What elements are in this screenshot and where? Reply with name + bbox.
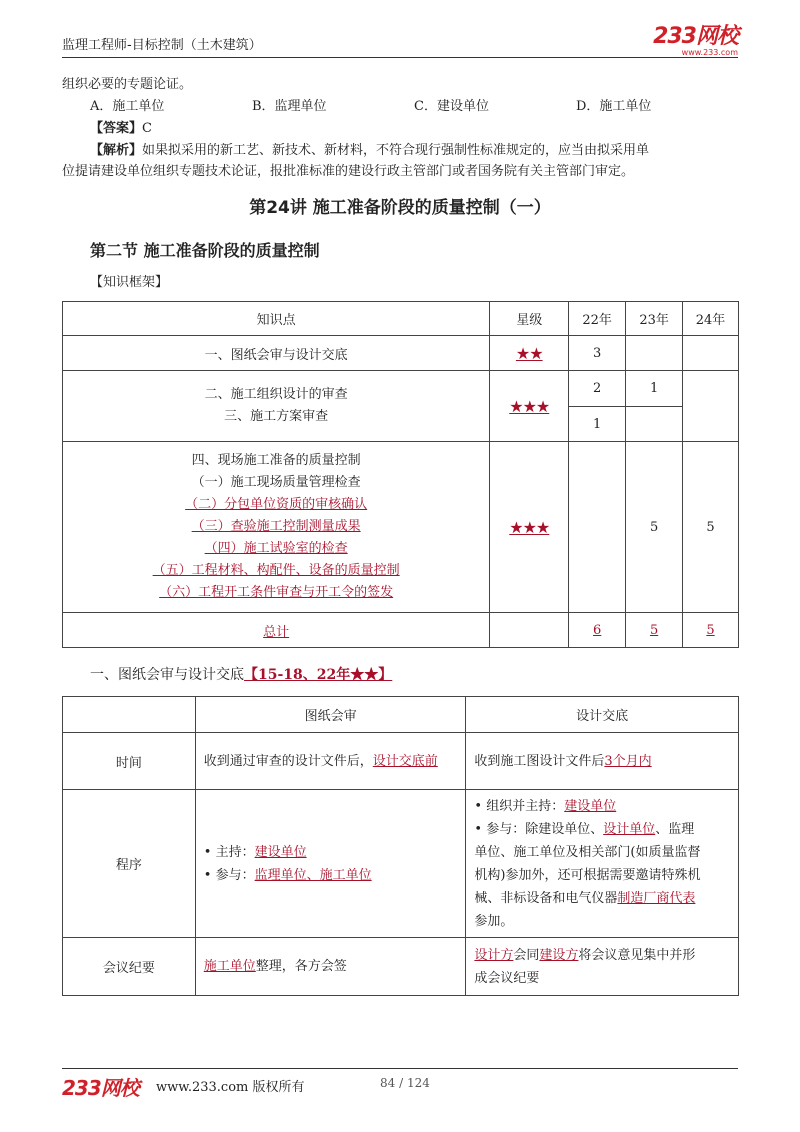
header-title: 监理工程师-目标控制（土木建筑） [62, 38, 262, 53]
col-22: 22年 [569, 302, 626, 336]
footer-site: www.233.com 版权所有 [156, 1080, 305, 1095]
option-c: C．建设单位 [414, 99, 489, 114]
analysis-line-1: 【解析】如果拟采用的新工艺、新技术、新材料，不符合现行强制性标准规定的，应当由拟采用单 [90, 143, 650, 158]
option-d: D．施工单位 [576, 99, 652, 114]
sub-heading: 一、图纸会审与设计交底【15-18、22年★★】 [90, 667, 393, 683]
table-header-row [63, 302, 739, 336]
table-header-row [63, 697, 739, 733]
table-row: 1 [63, 407, 739, 442]
star-rating: ★★★ [509, 517, 550, 537]
table-row: 程序 • 主持：建设单位 • 参与：监理单位、施工单位 • 组织并主持：建设单位 • 参与：除建设单位、设计单位、监理 单位、施工单位及相关部门(如质量监督 机构)参加外，还可根据需要邀请特殊机 械、非标设备和电气仪器制造厂商代表 参加。 [63, 790, 739, 938]
col-23: 23年 [626, 302, 683, 336]
table-row: 时间 收到通过审查的设计文件后，设计交底前 收到施工图设计文件后3个月内 [63, 733, 739, 790]
page-header [62, 24, 738, 57]
intro-line: 组织必要的专题论证。 [62, 77, 193, 92]
section-title: 第二节 施工准备阶段的质量控制 [90, 241, 320, 260]
review-vs-handover-table [62, 696, 739, 996]
table-row: 会议纪要 施工单位整理，各方会签 设计方会同建设方将会议意见集中并形 成会议纪要 [63, 938, 739, 996]
lecture-title: 第24讲 施工准备阶段的质量控制（一） [249, 198, 551, 218]
col-24: 24年 [683, 302, 739, 336]
footer-logo: 233网校 [62, 1076, 139, 1100]
table-row: 四、现场施工准备的质量控制 （一）施工现场质量管理检查 （二）分包单位资质的审核确认 （三）查验施工控制测量成果 （四）施工试验室的检查 （五）工程材料、构配件、设备的质量控制 （六）工程开工条件审查与开工令的签发 ★★★ 5 5 [63, 442, 739, 613]
option-a: A．施工单位 [90, 99, 165, 114]
framework-label: 【知识框架】 [90, 275, 169, 290]
star-rating: ★★★ [509, 396, 550, 416]
star-rating: ★★ [515, 343, 543, 363]
col-topic: 知识点 [63, 302, 490, 336]
table-row: 二、施工组织设计的审查 三、施工方案审查 ★★★ 2 1 [63, 371, 739, 407]
footer-divider [62, 1068, 738, 1069]
option-b: B．监理单位 [252, 99, 327, 114]
col-stars: 星级 [490, 302, 569, 336]
total-row: 总计 6 5 5 [63, 613, 739, 648]
page-number: 84 / 124 [380, 1076, 430, 1090]
table-row: 一、图纸会审与设计交底 ★★ 3 [63, 336, 739, 371]
analysis-line-2: 位提请建设单位组织专题技术论证，报批准标准的建设行政主管部门或者国务院有关主管部门审定。 [62, 164, 635, 179]
header-divider [62, 57, 738, 58]
answer-line: 【答案】C [90, 121, 152, 136]
col-review: 图纸会审 [195, 697, 466, 733]
knowledge-framework-table [62, 301, 739, 648]
col-handover: 设计交底 [466, 697, 739, 733]
brand-logo: 233网校 www.233.com [653, 24, 738, 57]
